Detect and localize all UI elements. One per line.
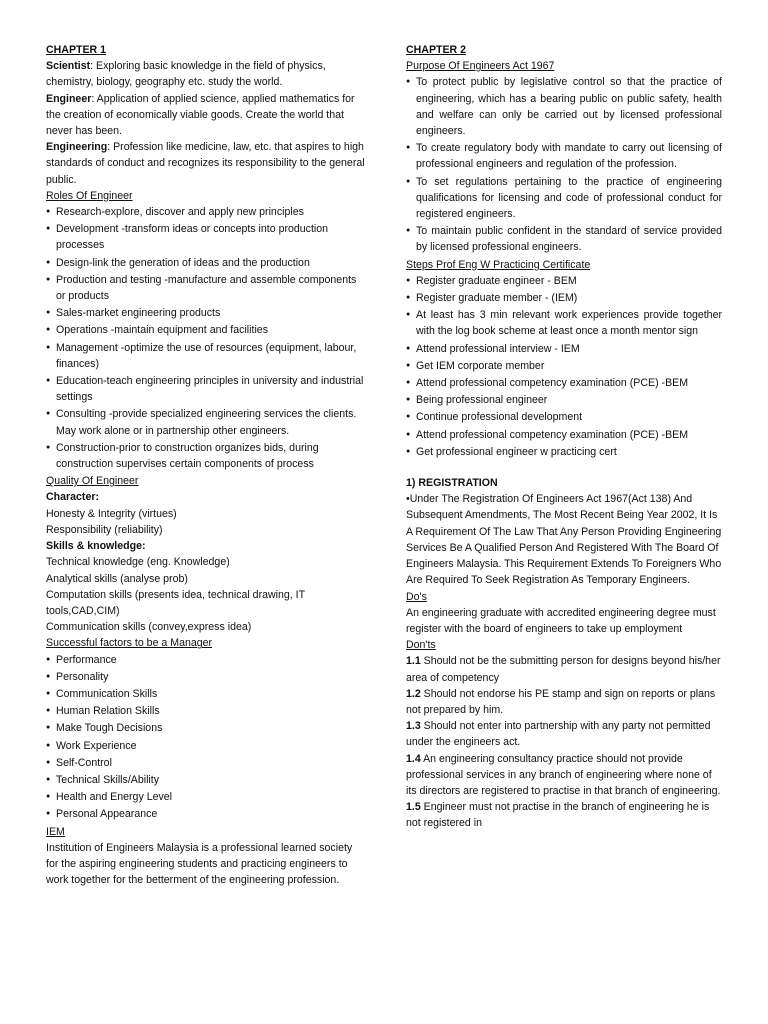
list-item: ● Operations -maintain equipment and facilities xyxy=(46,322,366,338)
list-item: ● Self-Control xyxy=(46,755,366,771)
dont-number: 1.1 xyxy=(406,655,421,668)
manager-factors-list xyxy=(46,652,366,823)
list-item: ● To maintain public confident in the standard of service provided by licensed professional engineers. xyxy=(406,223,722,255)
skills-item: Technical knowledge (eng. Knowledge) xyxy=(46,556,230,569)
list-item: ● To protect public by legislative control so that the practice of engineering, which has a bearing public on public safety, health and welfare can only be carried out by licensed professional engineers. xyxy=(406,74,722,139)
right-column xyxy=(406,42,722,832)
list-item: ● Production and testing -manufacture and assemble components or products xyxy=(46,272,366,304)
engineering-term: Engineering xyxy=(46,141,108,154)
character-item: Responsibility (reliability) xyxy=(46,523,163,536)
skills-item: Analytical skills (analyse prob) xyxy=(46,572,188,585)
iem-heading: IEM xyxy=(46,825,65,838)
engineer-definition xyxy=(46,91,366,140)
dos-paragraph: An engineering graduate with accredited engineering degree must register with the board of engineers to take up employment xyxy=(406,606,716,635)
engineer-text: : Application of applied science, applied mathematics for the creation of economically viable goods. Create the world that never has been. xyxy=(46,92,355,138)
dont-text: Should not be the submitting person for designs beyond his/her area of competency xyxy=(406,655,721,684)
scientist-term: Scientist xyxy=(46,60,91,73)
list-item: ● Personal Appearance xyxy=(46,806,366,822)
list-item: ● Attend professional competency examination (PCE) -BEM xyxy=(406,427,722,443)
list-item: ● Design-link the generation of ideas and the production xyxy=(46,255,366,271)
character-label: Character: xyxy=(46,491,99,504)
scientist-text: : Exploring basic knowledge in the field of physics, chemistry, biology, geography etc. study the world. xyxy=(46,60,326,89)
dos-heading: Do's xyxy=(406,590,427,603)
dont-number: 1.5 xyxy=(406,801,421,814)
engineering-text: : Profession like medicine, law, etc. that aspires to high standards of conduct and recognizes its responsibility to the general public. xyxy=(46,141,365,186)
list-item: ● Register graduate member - (IEM) xyxy=(406,290,722,306)
engineer-term: Engineer xyxy=(46,92,92,105)
dont-item xyxy=(406,751,722,800)
chapter-2-title: CHAPTER 2 xyxy=(406,44,467,56)
dont-text: Engineer must not practise in the branch of engineering he is not registered in xyxy=(406,801,710,830)
roles-heading: Roles Of Engineer xyxy=(46,189,133,202)
dont-number: 1.4 xyxy=(406,752,421,765)
list-item: ● Research-explore, discover and apply new principles xyxy=(46,204,366,220)
list-item: ● Management -optimize the use of resources (equipment, labour, finances) xyxy=(46,340,366,372)
list-item: ● Work Experience xyxy=(46,738,366,754)
dont-number: 1.2 xyxy=(406,687,421,700)
list-item: ● Being professional engineer xyxy=(406,392,722,408)
list-item: ● Make Tough Decisions xyxy=(46,720,366,736)
list-item: ● To create regulatory body with mandate to carry out licensing of professional engineers and regulation of the profession. xyxy=(406,140,722,172)
list-item: ● Communication Skills xyxy=(46,686,366,702)
dont-text: Should not enter into partnership with any party not permitted under the engineers act. xyxy=(406,720,711,749)
list-item: ● Get IEM corporate member xyxy=(406,358,722,374)
list-item: ● Personality xyxy=(46,669,366,685)
dont-number: 1.3 xyxy=(406,720,421,733)
steps-heading: Steps Prof Eng W Practicing Certificate xyxy=(406,258,591,271)
dont-text: An engineering consultancy practice should not provide professional services in any branch of engineering where none of its directors are registered to practise in that branch of engineering. xyxy=(406,752,721,797)
list-item: ● Education-teach engineering principles in university and industrial settings xyxy=(46,373,366,405)
engineering-definition xyxy=(46,139,366,188)
dont-item xyxy=(406,686,722,718)
left-column xyxy=(46,42,366,888)
list-item: ● Technical Skills/Ability xyxy=(46,772,366,788)
list-item: ● Continue professional development xyxy=(406,409,722,425)
list-item: ● Attend professional interview - IEM xyxy=(406,341,722,357)
list-item: ● To set regulations pertaining to the practice of engineering qualifications for licensing and code of professional conduct for registered engineers. xyxy=(406,174,722,223)
registration-paragraph: •Under The Registration Of Engineers Act 1967(Act 138) And Subsequent Amendments, The Most Recent Being Year 2002, It Is A Requirement Of The Law That Any Person Providing Engineering Services Be A Qualified Person And Registered With The Board Of Engineers Malaysia. This Requirement Extends To Foreigners Who Are Required To Seek Registration As Temporary Engineers. xyxy=(406,493,722,587)
dont-item xyxy=(406,718,722,750)
list-item: ● Consulting -provide specialized engineering services the clients. May work alone or in partnership other engineers. xyxy=(46,406,366,438)
manager-heading: Successful factors to be a Manager xyxy=(46,637,213,650)
list-item: ● Construction-prior to construction organizes bids, during construction supervises certain components of process xyxy=(46,440,366,472)
dont-item xyxy=(406,799,722,831)
list-item: ● Sales-market engineering products xyxy=(46,305,366,321)
spacer xyxy=(406,461,722,475)
skills-item: Computation skills (presents idea, technical drawing, IT tools,CAD,CIM) xyxy=(46,588,305,617)
dont-item xyxy=(406,653,722,685)
list-item: ● At least has 3 min relevant work experiences provide together with the log book scheme at least once a month mentor sign xyxy=(406,307,722,339)
iem-paragraph: Institution of Engineers Malaysia is a professional learned society for the aspiring engineering students and practicing engineers to work together for the betterment of the engineering profession. xyxy=(46,841,353,887)
scientist-definition xyxy=(46,58,366,90)
roles-list xyxy=(46,204,366,472)
quality-heading: Quality Of Engineer xyxy=(46,475,139,488)
list-item: ● Health and Energy Level xyxy=(46,789,366,805)
registration-heading: 1) REGISTRATION xyxy=(406,477,498,490)
donts-heading: Don'ts xyxy=(406,639,436,652)
list-item: ● Development -transform ideas or concepts into production processes xyxy=(46,221,366,253)
chapter-1-title: CHAPTER 1 xyxy=(46,44,107,56)
skills-label: Skills & knowledge: xyxy=(46,540,146,553)
list-item: ● Attend professional competency examination (PCE) -BEM xyxy=(406,375,722,391)
list-item: ● Performance xyxy=(46,652,366,668)
purpose-list xyxy=(406,74,722,255)
skills-item: Communication skills (convey,express idea) xyxy=(46,621,252,634)
list-item: ● Get professional engineer w practicing cert xyxy=(406,444,722,460)
purpose-heading: Purpose Of Engineers Act 1967 xyxy=(406,60,555,73)
list-item: ● Human Relation Skills xyxy=(46,703,366,719)
character-item: Honesty & Integrity (virtues) xyxy=(46,507,177,520)
list-item: ● Register graduate engineer - BEM xyxy=(406,273,722,289)
dont-text: Should not endorse his PE stamp and sign on reports or plans not prepared by him. xyxy=(406,687,716,716)
steps-list xyxy=(406,273,722,460)
